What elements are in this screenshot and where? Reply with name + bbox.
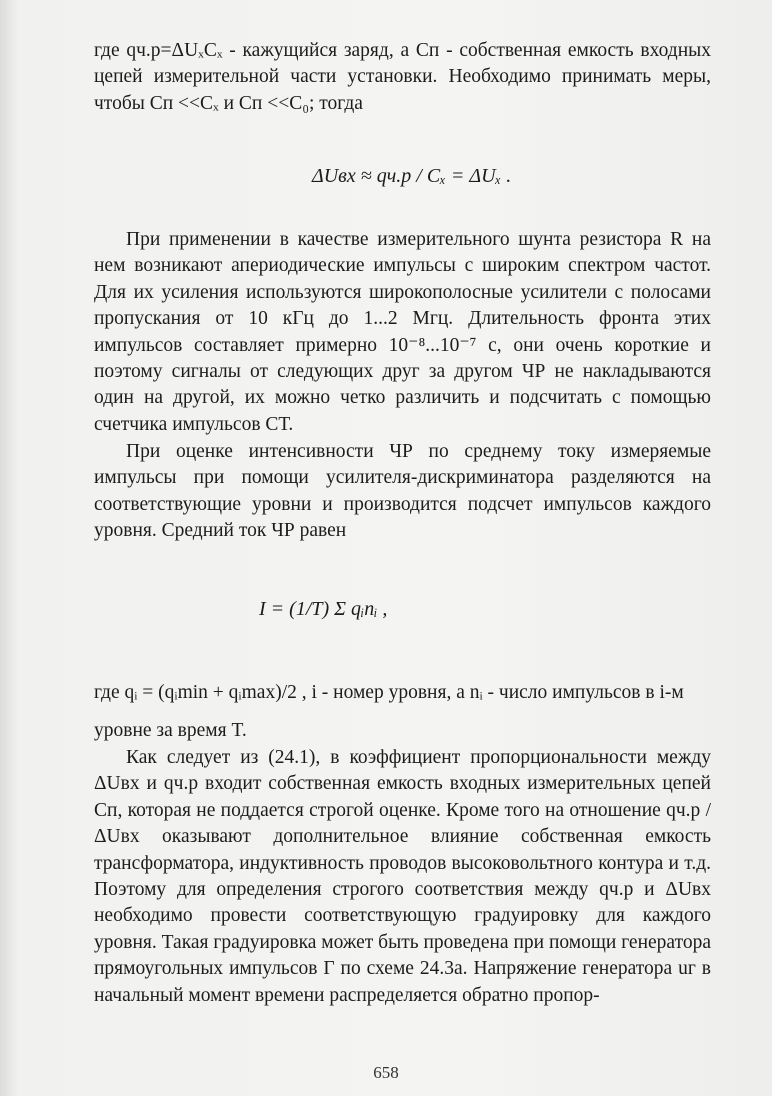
paragraph-1: где qч.р=ΔUₓCₓ - кажущийся заряд, а Cп - собственная емкость входных цепей измерительной части установки. Необходимо принимать меры, чтобы Cп <<Cₓ и Cп <<C₀; тогда [94,40,711,114]
page-number: 658 [373,1063,399,1082]
paragraph-4-line-2: уровне за время T. [94,720,247,741]
formula-delta-u: ΔUвх ≈ qч.р / Cₓ = ΔUₓ . [312,165,512,187]
paragraph-4-line-1: где qᵢ = (qᵢmin + qᵢmax)/2 , i - номер уровня, а nᵢ - число импульсов в i-м [94,682,684,703]
paragraph-5: Как следует из (24.1), в коэффициент пропорциональности между ΔUвх и qч.р входит собственная емкость входных измерительных цепей Cп, которая не поддается строгой оценке. Кроме того на отношение qч.р /ΔUвх оказывают дополнительное влияние собственная емкость трансформатора, индуктивность проводов высоковольтного контура и т.д. Поэтому для определения строгого соответствия между qч.р и ΔUвх необходимо провести соответствующую градуировку для каждого уровня. Такая градуировка может быть проведена при помощи генератора прямоугольных импульсов Г по схеме 24.3а. Напряжение генератора uг в начальный момент времени распределяется обратно пропор- [94,747,711,1006]
paragraph-2: При применении в качестве измерительного шунта резистора R на нем возникают апериодические импульсы с широким спектром частот. Для их усиления используются широкополосные усилители с полосами пропускания от 10 кГц до 1...2 Мгц. Длительность фронта этих импульсов составляет примерно 10⁻⁸...10⁻⁷ с, они очень короткие и поэтому сигналы от следующих друг за другом ЧР не накладываются один на другой, их можно четко различить и подсчитать с помощью счетчика импульсов СТ. [94,229,711,435]
formula-mean-current: I = (1/T) Σ qᵢnᵢ , [259,598,388,620]
paragraph-3: При оценке интенсивности ЧР по среднему току измеряемые импульсы при помощи усилителя-дискриминатора разделяются на соответствующие уровни и производится подсчет импульсов каждого уровня. Средний ток ЧР равен [94,441,711,542]
